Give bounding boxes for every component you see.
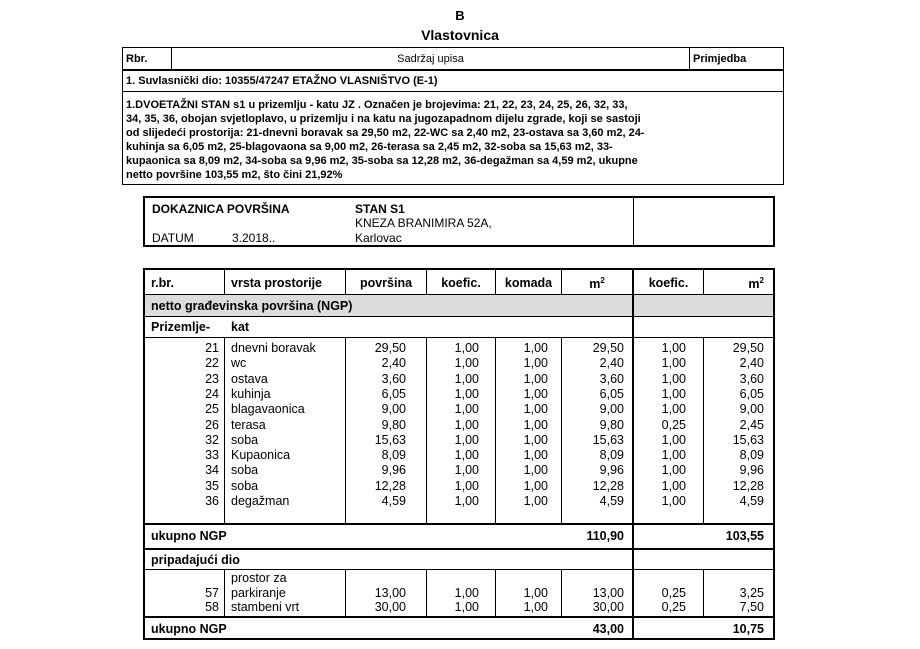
room-name: soba xyxy=(231,463,259,478)
rbr: 23 xyxy=(205,371,219,386)
floor-label-kat: kat xyxy=(231,320,250,334)
room-name: ostava xyxy=(231,371,268,386)
povrsina: 3,60 xyxy=(381,371,406,386)
entry-line: netto površine 103,55 m2, što čini 21,92% xyxy=(126,169,343,181)
room-name: terasa xyxy=(231,417,266,432)
entry-text xyxy=(123,92,714,184)
komada: 1,00 xyxy=(523,386,548,401)
komada: 1,00 xyxy=(523,448,548,463)
divider xyxy=(145,548,773,550)
entry-line: od slijedeći prostorija: 21-dnevni boravak sa 29,50 m2, 22-WC sa 2,40 m2, 23-ostava sa 3,60 m2, 24- xyxy=(126,127,645,139)
rbr: 26 xyxy=(205,417,219,432)
komada: 1,00 xyxy=(523,356,548,371)
koefic: 1,00 xyxy=(454,356,479,371)
rbr: 21 xyxy=(205,341,219,355)
address: KNEZA BRANIMIRA 52A, xyxy=(355,216,492,230)
m2-adj: 6,05 xyxy=(739,386,764,401)
rbr: 34 xyxy=(205,463,219,478)
m2-adj: 3,60 xyxy=(739,371,764,386)
room-name: kuhinja xyxy=(231,386,271,401)
koefic2: 1,00 xyxy=(661,432,686,447)
entry-line: 34, 35, 36, obojan svjetloplavo, u prizemlju i na katu na jugozapadnom dijelu zgrade, koji se sastoji xyxy=(126,113,641,125)
povrsina: 12,28 xyxy=(374,478,406,493)
floor-label: Prizemlje- xyxy=(151,320,211,334)
koefic2: 1,00 xyxy=(661,356,686,371)
col-m2 xyxy=(562,276,632,291)
povrsina: 29,50 xyxy=(374,341,406,355)
total-m2-adj: 103,55 xyxy=(725,529,764,543)
page-letter: B xyxy=(455,8,465,23)
m2-adj: 4,59 xyxy=(739,494,764,508)
m2-adj: 9,96 xyxy=(739,463,764,478)
divider xyxy=(145,616,773,618)
m2-adj: 7,50 xyxy=(739,600,764,614)
col-rbr: r.br. xyxy=(151,276,174,290)
room-name: soba xyxy=(231,478,259,493)
col-sadrzaj: Sadržaj upisa xyxy=(172,48,690,69)
koefic2: 0,25 xyxy=(661,417,686,432)
povrsina: 2,40 xyxy=(381,356,406,371)
m2-adj: 3,25 xyxy=(739,586,764,600)
komada: 1,00 xyxy=(523,402,548,417)
m2-adj: 2,45 xyxy=(739,417,764,432)
koefic: 1,00 xyxy=(454,478,479,493)
col-koefic2: koefic. xyxy=(648,276,689,290)
col-m2-adj-label: m xyxy=(748,277,760,292)
divider xyxy=(224,270,225,294)
m2-adj: 9,00 xyxy=(739,402,764,417)
koefic2: 1,00 xyxy=(661,494,686,508)
koefic2: 1,00 xyxy=(661,478,686,493)
povrsina: 9,00 xyxy=(381,402,406,417)
koefic2: 1,00 xyxy=(661,463,686,478)
m2-adj: 15,63 xyxy=(732,432,764,447)
koefic2: 1,00 xyxy=(661,402,686,417)
koefic: 1,00 xyxy=(454,417,479,432)
col-vrsta: vrsta prostorije xyxy=(231,276,323,290)
entry-line: 1.DVOETAŽNI STAN s1 u prizemlju - katu JZ . Označen je brojevima: 21, 22, 23, 24, 25, 26, 32, 33, xyxy=(126,99,628,111)
povrsina: 9,96 xyxy=(381,463,406,478)
povrsina: 9,80 xyxy=(381,417,406,432)
koefic: 1,00 xyxy=(454,386,479,401)
komada: 1,00 xyxy=(523,494,548,508)
divider xyxy=(145,294,773,295)
page-title: Vlastovnica xyxy=(421,27,499,43)
room-name: soba xyxy=(231,432,259,447)
koefic2: 0,25 xyxy=(661,586,686,600)
rbr: 24 xyxy=(205,386,219,401)
section-pripadajuci: pripadajući dio xyxy=(151,553,240,567)
komada: 1,00 xyxy=(523,478,548,493)
entry-heading: 1. Suvlasnički dio: 10355/47247 ETAŽNO VLASNIŠTVO (E-1) xyxy=(123,71,783,92)
koefic: 1,00 xyxy=(454,586,479,600)
total-m2-adj: 10,75 xyxy=(732,622,764,636)
divider xyxy=(224,569,225,616)
total-m2: 110,90 xyxy=(586,529,624,543)
room-name: Kupaonica xyxy=(231,448,291,463)
koefic: 1,00 xyxy=(454,341,479,355)
m2: 12,28 xyxy=(592,478,624,493)
povrsina: 13,00 xyxy=(374,586,406,600)
koefic: 1,00 xyxy=(454,494,479,508)
divider xyxy=(145,337,773,338)
col-m2-label: m xyxy=(589,277,601,292)
superscript: 2 xyxy=(600,276,605,285)
rbr: 25 xyxy=(205,402,219,417)
city: Karlovac xyxy=(355,231,402,245)
room-name: stambeni vrt xyxy=(231,600,300,614)
datum-value: 3.2018.. xyxy=(232,231,276,245)
divider xyxy=(145,523,773,525)
povrsina: 8,09 xyxy=(381,448,406,463)
rbr: 22 xyxy=(205,356,219,371)
koefic2: 0,25 xyxy=(661,600,686,614)
m2: 15,63 xyxy=(592,432,624,447)
datum-label: DATUM xyxy=(152,231,194,245)
entry-line: kupaonica sa 8,09 m2, 34-soba sa 9,96 m2, 35-soba sa 12,28 m2, 36-degažman sa 4,59 m2, ukupne xyxy=(126,155,638,167)
m2: 13,00 xyxy=(592,586,624,600)
komada: 1,00 xyxy=(523,341,548,355)
total-label: ukupno NGP xyxy=(151,529,227,543)
koefic2: 1,00 xyxy=(661,371,686,386)
m2: 4,59 xyxy=(599,494,624,508)
m2: 9,80 xyxy=(599,417,624,432)
total-label: ukupno NGP xyxy=(151,622,227,636)
komada: 1,00 xyxy=(523,600,548,614)
room-name: blagavaonica xyxy=(231,402,305,417)
vlastovnica-header xyxy=(123,48,783,71)
section-ngp: netto građevinska površina (NGP) xyxy=(151,299,353,313)
m2-adj: 2,40 xyxy=(739,356,764,371)
koefic2: 1,00 xyxy=(661,341,686,355)
col-m2-adj xyxy=(704,276,764,291)
room-name: degažman xyxy=(231,494,290,508)
povrsina: 4,59 xyxy=(381,494,406,508)
rbr: 35 xyxy=(205,478,219,493)
povrsina: 6,05 xyxy=(381,386,406,401)
rbr: 32 xyxy=(205,432,219,447)
total-m2: 43,00 xyxy=(592,622,624,636)
col-povrsina: površina xyxy=(359,276,413,290)
m2: 3,60 xyxy=(599,371,624,386)
komada: 1,00 xyxy=(523,417,548,432)
m2: 29,50 xyxy=(592,341,624,355)
col-koefic: koefic. xyxy=(441,276,481,290)
m2: 2,40 xyxy=(599,356,624,371)
col-primjedba: Primjedba xyxy=(693,52,747,65)
komada: 1,00 xyxy=(523,463,548,478)
koefic: 1,00 xyxy=(454,432,479,447)
superscript: 2 xyxy=(759,276,764,285)
entry-line: kuhinja sa 6,05 m2, 25-blagovaona sa 9,00 m2, 26-terasa sa 2,45 m2, 32-soba sa 15,63 m2, 33- xyxy=(126,141,613,153)
koefic: 1,00 xyxy=(454,371,479,386)
room-name: wc xyxy=(231,356,247,371)
komada: 1,00 xyxy=(523,371,548,386)
vlastovnica-table xyxy=(122,47,784,185)
povrsina: 30,00 xyxy=(374,600,406,614)
dokaznica-box xyxy=(143,196,775,247)
col-komada: komada xyxy=(504,276,553,290)
divider xyxy=(145,316,773,317)
dokaznica-title: DOKAZNICA POVRŠINA xyxy=(152,202,290,216)
koefic: 1,00 xyxy=(454,402,479,417)
koefic: 1,00 xyxy=(454,448,479,463)
komada: 1,00 xyxy=(523,432,548,447)
rbr: 36 xyxy=(205,494,219,508)
unit-name: STAN S1 xyxy=(355,202,405,216)
m2: 8,09 xyxy=(599,448,624,463)
m2-adj: 29,50 xyxy=(732,341,764,355)
m2: 9,00 xyxy=(599,402,624,417)
koefic: 1,00 xyxy=(454,600,479,614)
m2-adj: 12,28 xyxy=(732,478,764,493)
koefic: 1,00 xyxy=(454,463,479,478)
room-name: dnevni boravak xyxy=(231,341,316,355)
koefic2: 1,00 xyxy=(661,386,686,401)
dokaznica-info xyxy=(145,198,634,245)
m2-adj: 8,09 xyxy=(739,448,764,463)
area-table xyxy=(143,268,775,640)
koefic2: 1,00 xyxy=(661,448,686,463)
m2: 6,05 xyxy=(599,386,624,401)
m2: 30,00 xyxy=(592,600,624,614)
room-name: parkiranje xyxy=(231,586,286,600)
rbr: 57 xyxy=(205,586,219,600)
rbr: 58 xyxy=(205,600,219,614)
room-name: prostor za xyxy=(231,571,287,585)
komada: 1,00 xyxy=(523,586,548,600)
col-rbr: Rbr. xyxy=(123,48,172,69)
povrsina: 15,63 xyxy=(374,432,406,447)
divider xyxy=(224,337,225,523)
rbr: 33 xyxy=(205,448,219,463)
divider xyxy=(145,569,773,570)
m2: 9,96 xyxy=(599,463,624,478)
